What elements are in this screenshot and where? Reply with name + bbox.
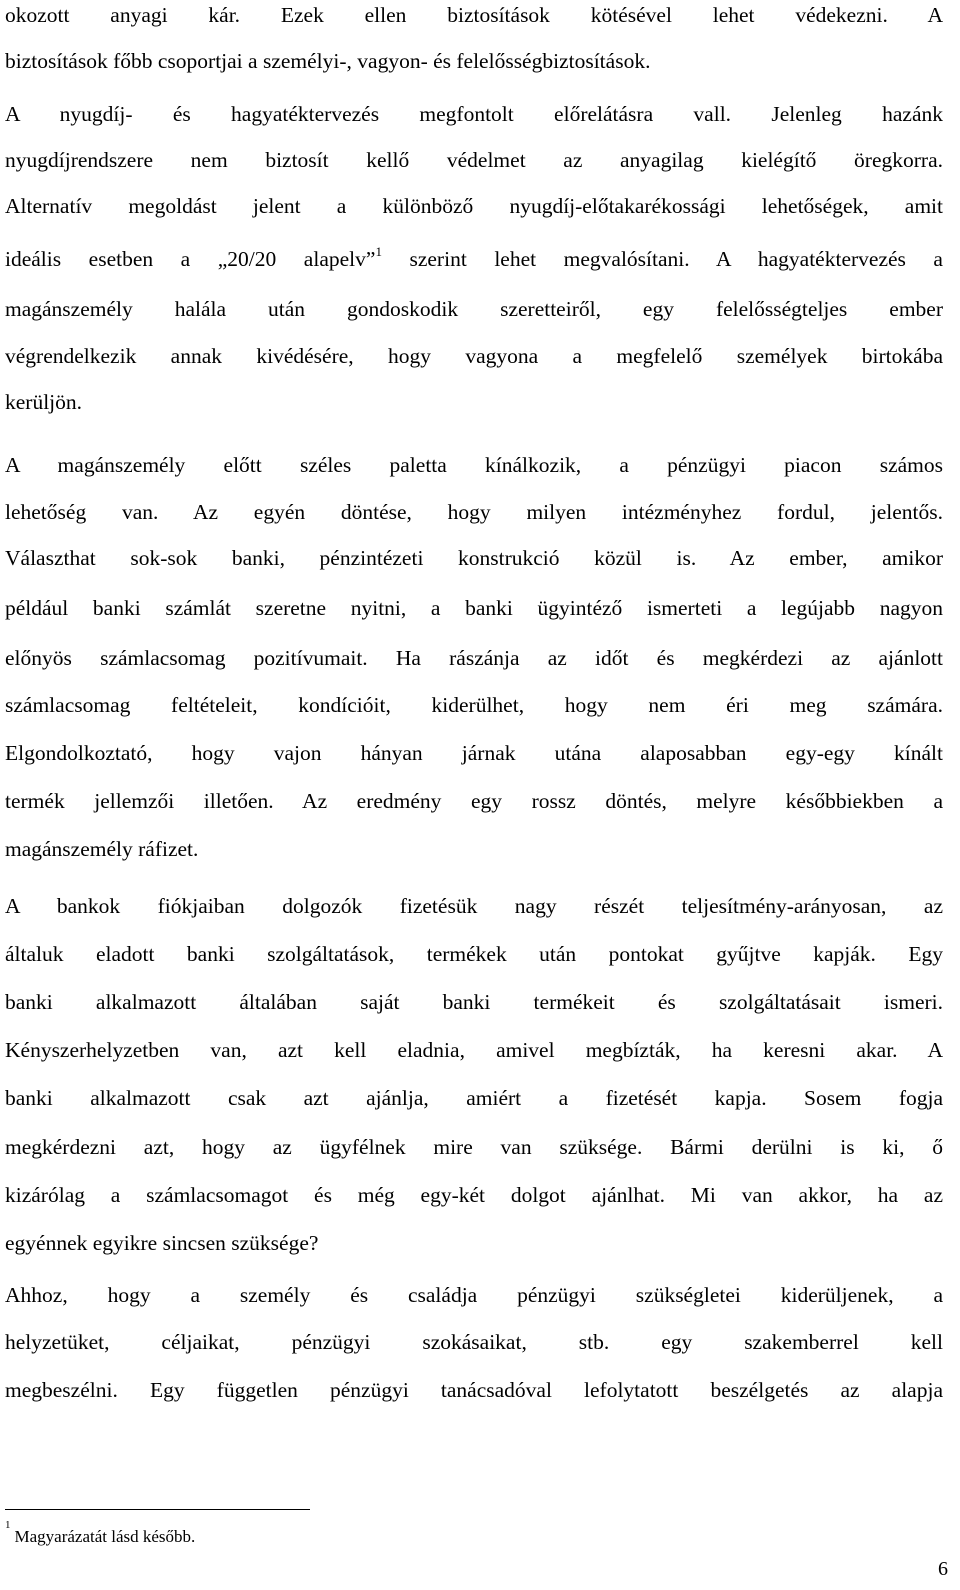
footnote bbox=[5, 1519, 196, 1548]
footnote-reference[interactable]: 1 bbox=[375, 244, 382, 259]
text-line: Alternatív megoldást jelent a különböző nyugdíj-előtakarékossági lehetőségek, amit bbox=[5, 194, 943, 218]
text-segment: szerint lehet megvalósítani. A hagyatéktervezés a bbox=[381, 247, 943, 271]
text-line-with-footnote-ref bbox=[5, 246, 943, 272]
text-line: lehetőség van. Az egyén döntése, hogy milyen intézményhez fordul, jelentős. bbox=[5, 500, 943, 524]
text-line: általuk eladott banki szolgáltatások, termékek után pontokat gyűjtve kapják. Egy bbox=[5, 942, 943, 966]
text-line: például banki számlát szeretne nyitni, a banki ügyintéző ismerteti a legújabb nagyon bbox=[5, 596, 943, 620]
text-line: magánszemély ráfizet. bbox=[5, 837, 199, 861]
text-line: magánszemély halála után gondoskodik szeretteiről, egy felelősségteljes ember bbox=[5, 297, 943, 321]
text-line: kizárólag a számlacsomagot és még egy-két dolgot ajánlhat. Mi van akkor, ha az bbox=[5, 1183, 943, 1207]
text-line: végrendelkezik annak kivédésére, hogy vagyona a megfelelő személyek birtokába bbox=[5, 344, 943, 368]
text-line: A nyugdíj- és hagyatéktervezés megfontolt előrelátásra vall. Jelenleg hazánk bbox=[5, 102, 943, 126]
text-line: banki alkalmazott általában saját banki termékeit és szolgáltatásait ismeri. bbox=[5, 990, 943, 1014]
text-line: Választhat sok-sok banki, pénzintézeti konstrukció közül is. Az ember, amikor bbox=[5, 546, 943, 570]
text-line: megkérdezni azt, hogy az ügyfélnek mire van szüksége. Bármi derülni is ki, ő bbox=[5, 1135, 943, 1159]
text-line: Kényszerhelyzetben van, azt kell eladnia, amivel megbízták, ha keresni akar. A bbox=[5, 1038, 943, 1062]
text-segment: ideális esetben a „20/20 alapelv” bbox=[5, 247, 376, 271]
text-line: biztosítások főbb csoportjai a személyi-, vagyon- és felelősségbiztosítások. bbox=[5, 49, 651, 73]
text-line: előnyös számlacsomag pozitívumait. Ha rászánja az időt és megkérdezi az ajánlott bbox=[5, 646, 943, 670]
text-line: számlacsomag feltételeit, kondícióit, kiderülhet, hogy nem éri meg számára. bbox=[5, 693, 943, 717]
page-number: 6 bbox=[938, 1558, 948, 1580]
text-line: A magánszemély előtt széles paletta kínálkozik, a pénzügyi piacon számos bbox=[5, 453, 943, 477]
text-line: A bankok fiókjaiban dolgozók fizetésük nagy részét teljesítmény-arányosan, az bbox=[5, 894, 943, 918]
text-line: megbeszélni. Egy független pénzügyi tanácsadóval lefolytatott beszélgetés az alapja bbox=[5, 1378, 943, 1402]
text-line: banki alkalmazott csak azt ajánlja, amiért a fizetését kapja. Sosem fogja bbox=[5, 1086, 943, 1110]
footnote-text: Magyarázatát lásd később. bbox=[14, 1527, 196, 1546]
text-line: kerüljön. bbox=[5, 390, 83, 414]
text-line: helyzetüket, céljaikat, pénzügyi szokásaikat, stb. egy szakemberrel kell bbox=[5, 1330, 943, 1354]
text-line: Ahhoz, hogy a személy és családja pénzügyi szükségletei kiderüljenek, a bbox=[5, 1283, 943, 1307]
footnote-marker: 1 bbox=[5, 1519, 11, 1532]
text-line: nyugdíjrendszere nem biztosít kellő védelmet az anyagilag kielégítő öregkorra. bbox=[5, 148, 943, 172]
footnote-divider bbox=[5, 1509, 310, 1510]
text-line: termék jellemzői illetően. Az eredmény egy rossz döntés, melyre későbbiekben a bbox=[5, 789, 943, 813]
text-line: Elgondolkoztató, hogy vajon hányan járnak utána alaposabban egy-egy kínált bbox=[5, 741, 943, 765]
text-line: egyénnek egyikre sincsen szüksége? bbox=[5, 1231, 319, 1255]
text-line: okozott anyagi kár. Ezek ellen biztosítások kötésével lehet védekezni. A bbox=[5, 3, 943, 27]
